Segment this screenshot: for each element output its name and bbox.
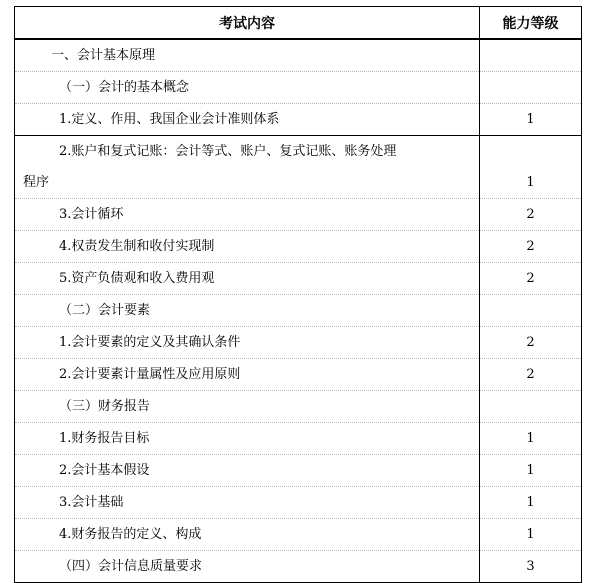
- topic-item: 1.会计要素的定义及其确认条件: [15, 327, 480, 359]
- topic-item: 5.资产负债观和收入费用观: [15, 263, 480, 295]
- topic-item: 2.会计基本假设: [15, 455, 480, 487]
- ability-level: 2: [480, 327, 582, 359]
- header-level: 能力等级: [480, 7, 582, 40]
- table-row: [15, 391, 582, 423]
- table-row: [15, 519, 582, 551]
- table-row: [15, 263, 582, 295]
- ability-level: [480, 295, 582, 327]
- table-row: [15, 551, 582, 583]
- ability-level: [480, 72, 582, 104]
- ability-level: 2: [480, 359, 582, 391]
- section-title: 一、会计基本原理: [15, 39, 480, 72]
- topic-item: 1.财务报告目标: [15, 423, 480, 455]
- topic-item: 3.会计循环: [15, 199, 480, 231]
- subsection-title: （二）会计要素: [15, 295, 480, 327]
- table-row: [15, 72, 582, 104]
- syllabus-table: [14, 6, 582, 583]
- subsection-title: （四）会计信息质量要求: [15, 551, 480, 583]
- ability-level: 1: [480, 455, 582, 487]
- table-header-row: [15, 7, 582, 40]
- table-row: [15, 327, 582, 359]
- table-row: [15, 199, 582, 231]
- table-row: [15, 487, 582, 519]
- ability-level: 1: [480, 104, 582, 136]
- table-row: [15, 295, 582, 327]
- table-row: [15, 104, 582, 136]
- topic-item: 2.会计要素计量属性及应用原则: [15, 359, 480, 391]
- table-row: [15, 423, 582, 455]
- topic-item: [15, 136, 480, 199]
- ability-level: 2: [480, 263, 582, 295]
- topic-item: 3.会计基础: [15, 487, 480, 519]
- table-row: [15, 136, 582, 199]
- header-content: 考试内容: [15, 7, 480, 40]
- ability-level: 1: [480, 487, 582, 519]
- ability-level: 2: [480, 231, 582, 263]
- topic-item: 4.权责发生制和收付实现制: [15, 231, 480, 263]
- topic-item-line-1: 2.账户和复式记账：会计等式、账户、复式记账、账务处理: [59, 144, 397, 159]
- ability-level: 3: [480, 551, 582, 583]
- ability-level: 1: [480, 519, 582, 551]
- ability-level: 2: [480, 199, 582, 231]
- subsection-title: （三）财务报告: [15, 391, 480, 423]
- topic-item: 1.定义、作用、我国企业会计准则体系: [15, 104, 480, 136]
- table-row: [15, 231, 582, 263]
- topic-item: 4.财务报告的定义、构成: [15, 519, 480, 551]
- ability-level: [480, 39, 582, 72]
- ability-level: [480, 391, 582, 423]
- topic-item-line-2: 程序: [23, 175, 50, 190]
- table-row: [15, 455, 582, 487]
- subsection-title: （一）会计的基本概念: [15, 72, 480, 104]
- ability-level: 1: [480, 423, 582, 455]
- table-row: [15, 359, 582, 391]
- table-row: [15, 39, 582, 72]
- ability-level: 1: [480, 136, 582, 199]
